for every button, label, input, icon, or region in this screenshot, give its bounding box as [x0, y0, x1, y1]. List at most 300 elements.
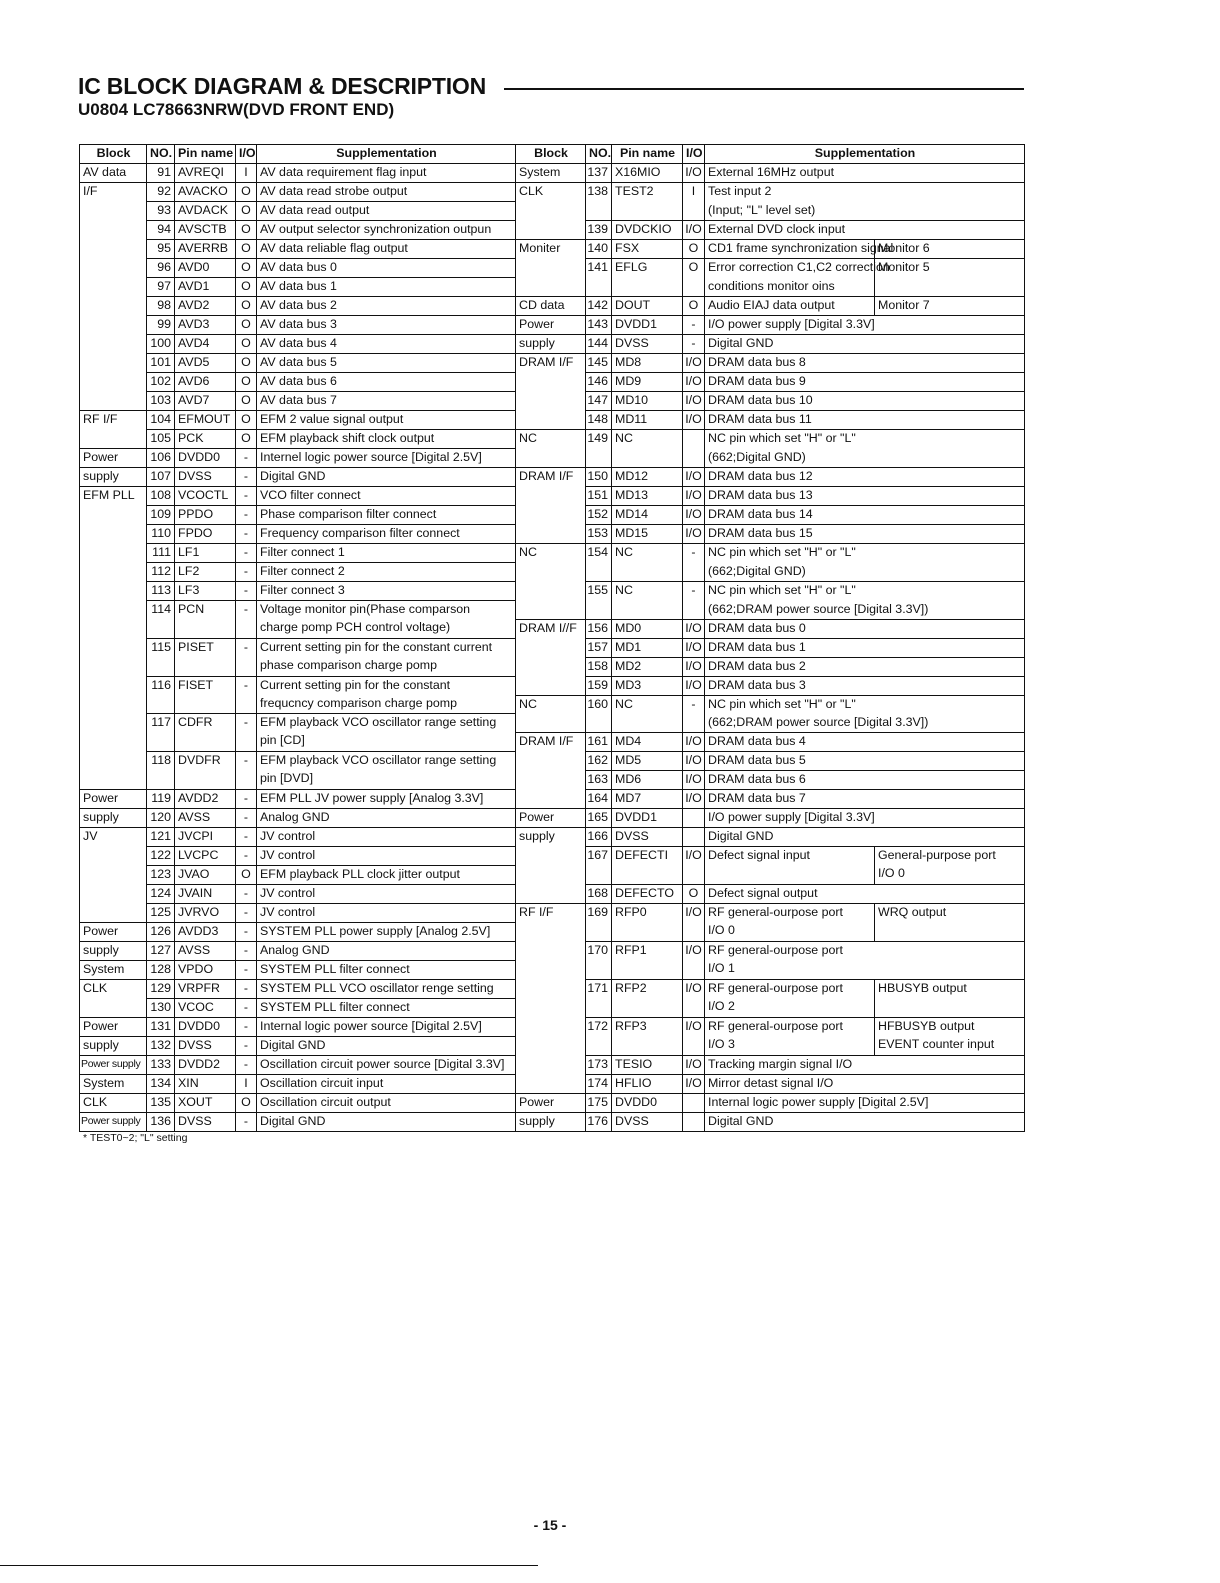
- pin-io: I/O: [683, 506, 705, 525]
- pin-supplementation: RF general-ourpose port: [705, 941, 1025, 960]
- pin-io: [236, 657, 257, 676]
- pin-name: DVSS: [612, 1112, 683, 1131]
- pin-name: MD0: [612, 619, 683, 638]
- table-row: [80, 1055, 1025, 1074]
- pin-io: -: [236, 903, 257, 922]
- pin-name: DVSS: [612, 827, 683, 846]
- bottom-rule: [0, 1565, 538, 1566]
- block-cell: RF I/F: [516, 903, 586, 922]
- pin-number: 115: [147, 638, 175, 657]
- table-row: [80, 884, 1025, 903]
- pin-supplementation: I/O 0: [705, 922, 875, 941]
- pin-name: DEFECTO: [612, 884, 683, 903]
- pin-supplementation: DRAM data bus 0: [705, 619, 1025, 638]
- block-cell: [516, 846, 586, 865]
- block-cell: DRAM I/F: [516, 354, 586, 373]
- pin-io: -: [236, 506, 257, 525]
- pin-number: 136: [147, 1112, 175, 1131]
- block-cell: [80, 751, 147, 770]
- pin-io: [683, 922, 705, 941]
- page-number: - 15 -: [533, 1517, 567, 1533]
- pin-name: VCOCTL: [175, 487, 236, 506]
- pin-name: VRPFR: [175, 979, 236, 998]
- pin-number: 158: [586, 657, 612, 676]
- table-row: [80, 316, 1025, 335]
- pin-number: 157: [586, 638, 612, 657]
- pin-number: 129: [147, 979, 175, 998]
- pin-name: LF1: [175, 544, 236, 563]
- pin-number: [147, 657, 175, 676]
- pin-supplementation: RF general-ourpose port: [705, 979, 875, 998]
- pin-name: PPDO: [175, 506, 236, 525]
- pin-supplementation: EFM 2 value signal output: [257, 411, 516, 430]
- pin-io: [683, 202, 705, 221]
- pin-name: JVRVO: [175, 903, 236, 922]
- header-pin-name: Pin name: [612, 145, 683, 164]
- block-cell: supply: [516, 827, 586, 846]
- pin-io: I/O: [683, 525, 705, 544]
- pin-number: 148: [586, 411, 612, 430]
- pin-supplementation: AV data bus 7: [257, 392, 516, 411]
- pin-number: 101: [147, 354, 175, 373]
- pin-name: VPDO: [175, 960, 236, 979]
- pin-number: 117: [147, 714, 175, 733]
- block-cell: Power supply: [80, 1055, 147, 1074]
- pin-supplementation: Internel logic power source [Digital 2.5V]: [257, 449, 516, 468]
- pin-number: 108: [147, 487, 175, 506]
- pin-supplementation: (662;Digital GND): [705, 449, 1025, 468]
- pin-number: 116: [147, 676, 175, 695]
- pin-number: [586, 998, 612, 1017]
- table-row: [80, 297, 1025, 316]
- pin-note: I/O 0: [875, 865, 1025, 884]
- table-row: [80, 695, 1025, 714]
- block-cell: [516, 979, 586, 998]
- block-cell: Power: [80, 789, 147, 808]
- pin-io: [683, 563, 705, 582]
- pin-number: 143: [586, 316, 612, 335]
- pin-supplementation: External DVD clock input: [705, 221, 1025, 240]
- pin-name: [612, 563, 683, 582]
- block-cell: [80, 373, 147, 392]
- pin-supplementation: EFM playback shift clock output: [257, 430, 516, 449]
- pin-number: 166: [586, 827, 612, 846]
- pin-supplementation: DRAM data bus 14: [705, 506, 1025, 525]
- block-cell: Power supply: [80, 1112, 147, 1131]
- block-cell: [80, 430, 147, 449]
- pin-io: I/O: [683, 732, 705, 751]
- pin-name: RFP3: [612, 1017, 683, 1036]
- pin-name: [175, 619, 236, 638]
- header-supplementation: Supplementation: [257, 145, 516, 164]
- pin-name: AVDD3: [175, 922, 236, 941]
- pin-name: [612, 278, 683, 297]
- block-cell: [516, 1017, 586, 1036]
- pin-number: 163: [586, 770, 612, 789]
- page-header: [78, 72, 1024, 120]
- pin-number: [586, 960, 612, 979]
- pin-name: NC: [612, 430, 683, 449]
- pin-io: [683, 998, 705, 1017]
- pin-note: WRQ output: [875, 903, 1025, 922]
- pin-io: [683, 808, 705, 827]
- pin-io: O: [236, 240, 257, 259]
- pin-supplementation: AV data reliable flag output: [257, 240, 516, 259]
- pin-io: I: [236, 164, 257, 183]
- pin-number: [147, 619, 175, 638]
- table-row: [80, 525, 1025, 544]
- pin-number: 147: [586, 392, 612, 411]
- pin-io: -: [236, 1036, 257, 1055]
- pin-number: 102: [147, 373, 175, 392]
- pin-name: AVD2: [175, 297, 236, 316]
- pin-number: 167: [586, 846, 612, 865]
- pin-io: I/O: [683, 657, 705, 676]
- pin-io: [683, 714, 705, 733]
- block-cell: Power: [80, 1017, 147, 1036]
- pin-supplementation: charge pomp PCH control voltage): [257, 619, 516, 638]
- pin-io: -: [236, 827, 257, 846]
- pin-number: 175: [586, 1093, 612, 1112]
- block-cell: RF I/F: [80, 411, 147, 430]
- pin-number: 165: [586, 808, 612, 827]
- pin-supplementation: Phase comparison filter connect: [257, 506, 516, 525]
- pin-name: DVDD1: [612, 808, 683, 827]
- block-cell: supply: [80, 1036, 147, 1055]
- pin-supplementation: SYSTEM PLL power supply [Analog 2.5V]: [257, 922, 516, 941]
- pin-supplementation: Internal logic power source [Digital 2.5V]: [257, 1017, 516, 1036]
- pin-supplementation: AV data read output: [257, 202, 516, 221]
- block-cell: [516, 278, 586, 297]
- pin-name: AVD3: [175, 316, 236, 335]
- pin-name: MD14: [612, 506, 683, 525]
- pin-supplementation: CD1 frame synchronization signal: [705, 240, 875, 259]
- pin-number: 109: [147, 506, 175, 525]
- pin-io: -: [236, 563, 257, 582]
- header-no: NO.: [586, 145, 612, 164]
- block-cell: [80, 240, 147, 259]
- pin-name: AVSS: [175, 941, 236, 960]
- table-row: [80, 506, 1025, 525]
- pin-io: I/O: [683, 392, 705, 411]
- pin-io: I/O: [683, 676, 705, 695]
- block-cell: NC: [516, 695, 586, 714]
- pin-name: FPDO: [175, 525, 236, 544]
- pin-io: O: [236, 430, 257, 449]
- pin-io: O: [683, 884, 705, 903]
- block-cell: System: [516, 164, 586, 183]
- block-cell: Power: [80, 922, 147, 941]
- pin-number: [586, 865, 612, 884]
- pin-supplementation: Frequency comparison filter connect: [257, 525, 516, 544]
- pin-supplementation: Defect signal input: [705, 846, 875, 865]
- pin-io: I/O: [683, 770, 705, 789]
- pin-number: 110: [147, 525, 175, 544]
- header-supplementation: Supplementation: [705, 145, 1025, 164]
- block-cell: [516, 960, 586, 979]
- pin-name: MD9: [612, 373, 683, 392]
- table-row: [80, 941, 1025, 960]
- table-row: [80, 392, 1025, 411]
- pin-name: DVDFR: [175, 751, 236, 770]
- pin-number: 164: [586, 789, 612, 808]
- pin-supplementation: RF general-ourpose port: [705, 1017, 875, 1036]
- pin-number: 170: [586, 941, 612, 960]
- pin-number: 127: [147, 941, 175, 960]
- pin-supplementation: Digital GND: [257, 1112, 516, 1131]
- pin-name: MD15: [612, 525, 683, 544]
- pin-note: HFBUSYB output: [875, 1017, 1025, 1036]
- pin-number: 97: [147, 278, 175, 297]
- pin-name: MD1: [612, 638, 683, 657]
- pin-supplementation: DRAM data bus 9: [705, 373, 1025, 392]
- block-cell: DRAM I/F: [516, 732, 586, 751]
- pin-number: [586, 922, 612, 941]
- pin-number: 112: [147, 563, 175, 582]
- table-row: [80, 582, 1025, 601]
- table-row: [80, 979, 1025, 998]
- pin-name: MD8: [612, 354, 683, 373]
- pin-io: -: [236, 525, 257, 544]
- pin-supplementation: Oscillation circuit input: [257, 1074, 516, 1093]
- pin-io: I/O: [683, 354, 705, 373]
- block-cell: [516, 638, 586, 657]
- table-row: [80, 657, 1025, 676]
- pin-number: [586, 449, 612, 468]
- table-row: [80, 468, 1025, 487]
- pin-name: EFLG: [612, 259, 683, 278]
- pin-io: -: [683, 582, 705, 601]
- table-row: [80, 846, 1025, 865]
- block-cell: [80, 202, 147, 221]
- pin-io: -: [236, 1112, 257, 1131]
- pin-supplementation: Analog GND: [257, 808, 516, 827]
- block-cell: AV data: [80, 164, 147, 183]
- table-row: [80, 335, 1025, 354]
- pin-number: 160: [586, 695, 612, 714]
- pin-name: DVDCKIO: [612, 221, 683, 240]
- pin-supplementation: Filter connect 3: [257, 582, 516, 601]
- block-cell: [80, 884, 147, 903]
- pin-supplementation: Defect signal output: [705, 884, 1025, 903]
- pin-supplementation: Audio EIAJ data output: [705, 297, 875, 316]
- pin-supplementation: Current setting pin for the constant: [257, 676, 516, 695]
- pin-supplementation: AV data requirement flag input: [257, 164, 516, 183]
- pin-supplementation: EFM playback PLL clock jitter output: [257, 865, 516, 884]
- table-row: [80, 1036, 1025, 1055]
- pin-supplementation: I/O power supply [Digital 3.3V]: [705, 316, 1025, 335]
- pin-name: [612, 865, 683, 884]
- pin-supplementation: Current setting pin for the constant current: [257, 638, 516, 657]
- pin-number: 96: [147, 259, 175, 278]
- block-cell: [80, 221, 147, 240]
- pin-name: [612, 960, 683, 979]
- pin-name: MD7: [612, 789, 683, 808]
- pin-io: I/O: [683, 638, 705, 657]
- pin-name: DVSS: [175, 468, 236, 487]
- block-cell: [80, 563, 147, 582]
- pin-supplementation: SYSTEM PLL filter connect: [257, 960, 516, 979]
- pin-io: -: [236, 676, 257, 695]
- pin-supplementation: RF general-ourpose port: [705, 903, 875, 922]
- pin-number: 132: [147, 1036, 175, 1055]
- pin-name: MD12: [612, 468, 683, 487]
- pin-name: AVD6: [175, 373, 236, 392]
- pin-name: DVDD0: [175, 449, 236, 468]
- pin-name: NC: [612, 544, 683, 563]
- pin-supplementation: DRAM data bus 13: [705, 487, 1025, 506]
- pin-supplementation: DRAM data bus 6: [705, 770, 1025, 789]
- pin-io: -: [236, 1055, 257, 1074]
- pin-number: [147, 770, 175, 789]
- block-cell: [516, 506, 586, 525]
- block-cell: [516, 1055, 586, 1074]
- pin-name: XIN: [175, 1074, 236, 1093]
- pin-supplementation: NC pin which set "H" or "L": [705, 430, 1025, 449]
- pin-name: AVDD2: [175, 789, 236, 808]
- pin-number: 142: [586, 297, 612, 316]
- pin-supplementation: Oscillation circuit power source [Digital 3.3V]: [257, 1055, 516, 1074]
- pin-number: 104: [147, 411, 175, 430]
- table-row: [80, 638, 1025, 657]
- pin-io: I: [683, 183, 705, 202]
- pin-supplementation: DRAM data bus 7: [705, 789, 1025, 808]
- block-cell: [516, 714, 586, 733]
- pin-number: 162: [586, 751, 612, 770]
- block-cell: supply: [80, 808, 147, 827]
- table-row: [80, 770, 1025, 789]
- pin-number: 169: [586, 903, 612, 922]
- pin-io: I/O: [683, 373, 705, 392]
- pin-io: [683, 960, 705, 979]
- pin-number: [586, 714, 612, 733]
- table-row: [80, 827, 1025, 846]
- pin-io: [236, 732, 257, 751]
- pin-name: DVSS: [175, 1036, 236, 1055]
- pin-name: [612, 449, 683, 468]
- pin-name: LF3: [175, 582, 236, 601]
- pin-io: [236, 695, 257, 714]
- pin-io: I/O: [683, 789, 705, 808]
- pin-name: MD3: [612, 676, 683, 695]
- pin-io: I/O: [683, 979, 705, 998]
- pin-number: 133: [147, 1055, 175, 1074]
- pin-number: 120: [147, 808, 175, 827]
- pin-io: I/O: [683, 903, 705, 922]
- pin-supplementation: NC pin which set "H" or "L": [705, 582, 1025, 601]
- table-row: [80, 998, 1025, 1017]
- block-cell: [80, 732, 147, 751]
- pin-number: 146: [586, 373, 612, 392]
- pin-io: I/O: [683, 221, 705, 240]
- block-cell: [80, 903, 147, 922]
- pin-supplementation: JV control: [257, 846, 516, 865]
- pin-supplementation: AV data bus 3: [257, 316, 516, 335]
- pin-number: 171: [586, 979, 612, 998]
- pin-io: O: [236, 392, 257, 411]
- pin-supplementation: EFM PLL JV power supply [Analog 3.3V]: [257, 789, 516, 808]
- pin-supplementation: SYSTEM PLL VCO oscillator renge setting: [257, 979, 516, 998]
- pin-supplementation: External 16MHz output: [705, 164, 1025, 183]
- table-row: [80, 732, 1025, 751]
- pin-io: [683, 827, 705, 846]
- block-cell: [516, 582, 586, 601]
- block-cell: [80, 695, 147, 714]
- block-cell: [80, 676, 147, 695]
- table-row: [80, 714, 1025, 733]
- pin-supplementation: NC pin which set "H" or "L": [705, 695, 1025, 714]
- table-row: [80, 183, 1025, 202]
- pin-number: 174: [586, 1074, 612, 1093]
- block-cell: CLK: [80, 979, 147, 998]
- block-cell: Power: [516, 1093, 586, 1112]
- pin-io: [683, 449, 705, 468]
- pin-note: General-purpose port: [875, 846, 1025, 865]
- pin-io: O: [236, 183, 257, 202]
- header-pin-name: Pin name: [175, 145, 236, 164]
- pin-name: MD6: [612, 770, 683, 789]
- block-cell: [516, 487, 586, 506]
- block-cell: [80, 259, 147, 278]
- pin-io: [236, 770, 257, 789]
- pin-name: MD2: [612, 657, 683, 676]
- pin-name: AVD4: [175, 335, 236, 354]
- block-cell: [516, 449, 586, 468]
- block-cell: I/F: [80, 183, 147, 202]
- pin-number: 114: [147, 601, 175, 620]
- block-cell: [516, 865, 586, 884]
- pin-number: [147, 732, 175, 751]
- table-row: [80, 430, 1025, 449]
- pin-name: AVDACK: [175, 202, 236, 221]
- block-cell: [516, 770, 586, 789]
- pin-io: -: [683, 335, 705, 354]
- block-cell: [80, 335, 147, 354]
- table-row: [80, 164, 1025, 183]
- pin-description-table: [79, 144, 1025, 1132]
- pin-name: PCK: [175, 430, 236, 449]
- pin-supplementation: conditions monitor oins: [705, 278, 875, 297]
- pin-supplementation: AV data bus 6: [257, 373, 516, 392]
- pin-name: [175, 770, 236, 789]
- pin-note: Monitor 6: [875, 240, 1025, 259]
- table-row: [80, 1074, 1025, 1093]
- pin-io: I/O: [683, 411, 705, 430]
- pin-name: NC: [612, 582, 683, 601]
- pin-supplementation: AV data bus 0: [257, 259, 516, 278]
- pin-supplementation: Error correction C1,C2 correction: [705, 259, 875, 278]
- pin-io: -: [236, 846, 257, 865]
- block-cell: [80, 297, 147, 316]
- pin-number: 113: [147, 582, 175, 601]
- header-block: Block: [516, 145, 586, 164]
- pin-number: 95: [147, 240, 175, 259]
- pin-supplementation: AV output selector synchronization outpun: [257, 221, 516, 240]
- block-cell: NC: [516, 544, 586, 563]
- pin-name: [175, 695, 236, 714]
- pin-io: -: [236, 449, 257, 468]
- pin-io: O: [236, 411, 257, 430]
- pin-number: [586, 1036, 612, 1055]
- pin-name: [175, 732, 236, 751]
- pin-name: PCN: [175, 601, 236, 620]
- block-cell: [516, 221, 586, 240]
- footnote: * TEST0~2; "L" setting: [83, 1132, 188, 1144]
- pin-io: [683, 1036, 705, 1055]
- pin-supplementation: AV data bus 2: [257, 297, 516, 316]
- pin-name: FISET: [175, 676, 236, 695]
- pin-name: LF2: [175, 563, 236, 582]
